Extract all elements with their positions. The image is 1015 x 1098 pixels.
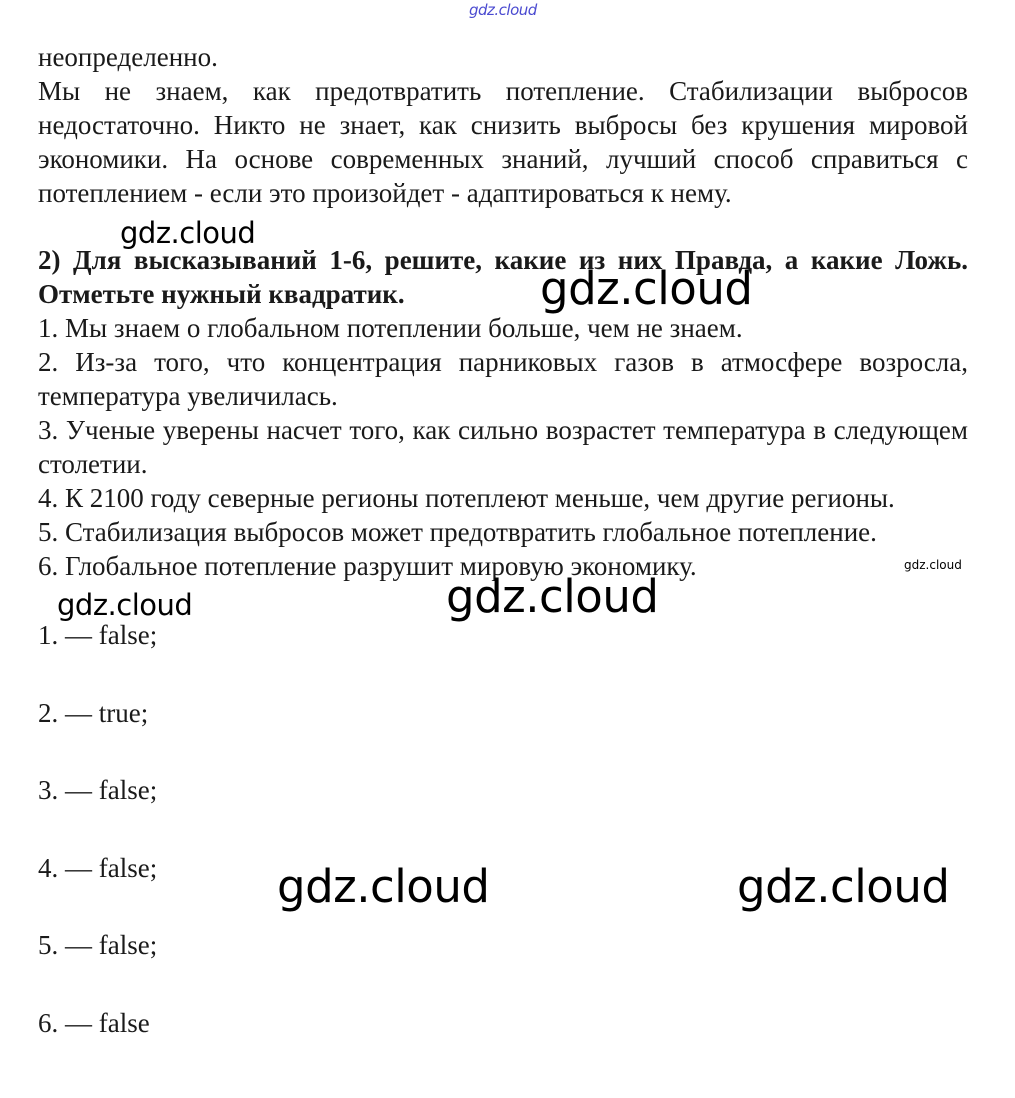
task-section xyxy=(38,243,968,583)
intro-text xyxy=(38,40,968,210)
statement-5: 5. Стабилизация выбросов может предотвратить глобальное потепление. xyxy=(38,517,877,547)
statement-4: 4. К 2100 году северные регионы потеплеют меньше, чем другие регионы. xyxy=(38,483,895,513)
statement-2: 2. Из-за того, что концентрация парниковых газов в атмосфере возросла, температура увеличилась. xyxy=(38,347,968,411)
intro-first-line: неопределенно. xyxy=(38,42,218,72)
task-heading: 2) Для высказываний 1-6, решите, какие из них Правда, а какие Ложь. Отметьте нужный квадратик. xyxy=(38,245,968,309)
statement-6: 6. Глобальное потепление разрушит мировую экономику. xyxy=(38,551,697,581)
statement-3: 3. Ученые уверены насчет того, как сильно возрастет температура в следующем столетии. xyxy=(38,415,968,479)
answer-2: 2. — true; xyxy=(38,698,149,728)
statement-1: 1. Мы знаем о глобальном потеплении больше, чем не знаем. xyxy=(38,313,743,343)
watermark: gdz.cloud xyxy=(120,216,256,250)
intro-paragraph: Мы не знаем, как предотвратить потепление. Стабилизации выбросов недостаточно. Никто не знает, как снизить выбросы без крушения мировой экономики. На основе современных знаний, лучший способ справиться с потеплением - если это произойдет - адаптироваться к нему. xyxy=(38,76,968,208)
watermark: gdz.cloud xyxy=(57,588,193,622)
answer-5: 5. — false; xyxy=(38,930,158,960)
watermark-top: gdz.cloud xyxy=(469,1,537,19)
watermark: gdz.cloud xyxy=(540,262,753,315)
watermark: gdz.cloud xyxy=(277,860,490,913)
answer-6: 6. — false xyxy=(38,1008,150,1038)
watermark: gdz.cloud xyxy=(446,570,659,623)
answer-3: 3. — false; xyxy=(38,775,158,805)
watermark: gdz.cloud xyxy=(737,860,950,913)
answer-1: 1. — false; xyxy=(38,620,158,650)
answer-4: 4. — false; xyxy=(38,853,158,883)
watermark: gdz.cloud xyxy=(904,558,962,572)
